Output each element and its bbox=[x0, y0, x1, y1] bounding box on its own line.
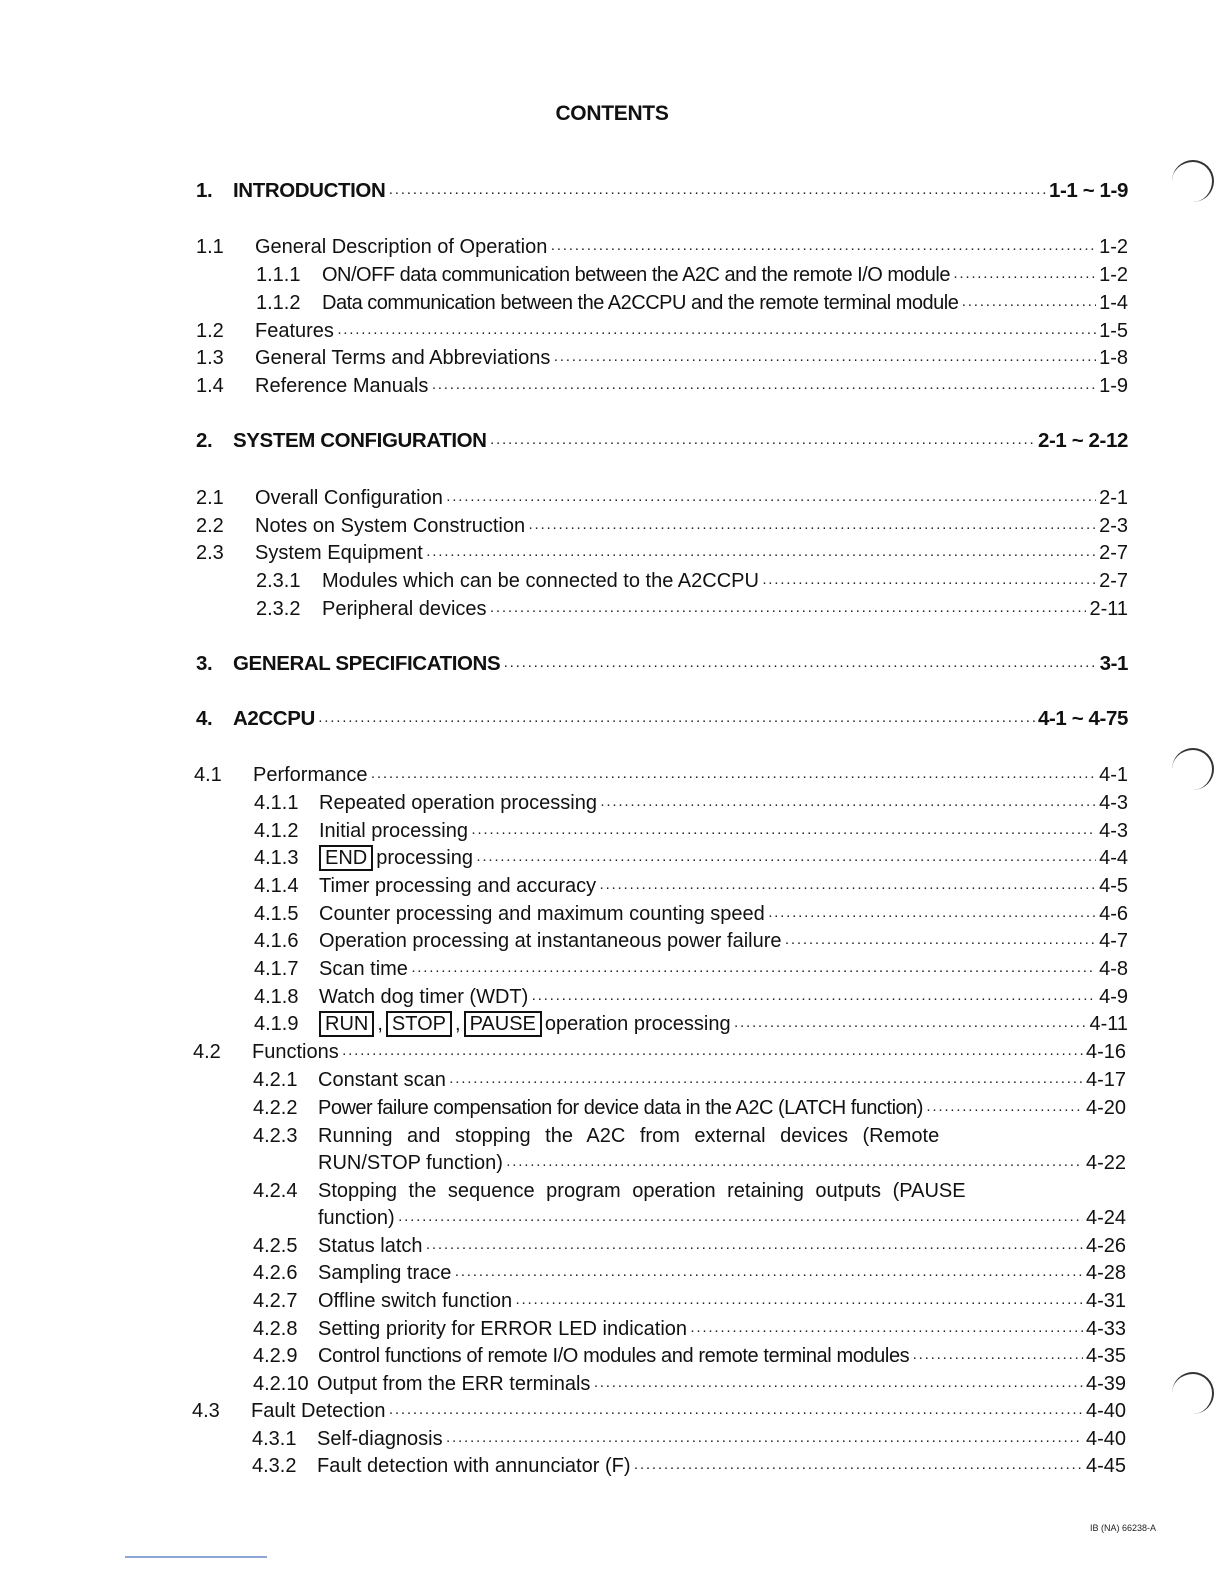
toc-number: 1.3 bbox=[196, 347, 224, 369]
toc-subsection-4-3-1[interactable] bbox=[252, 1426, 1126, 1452]
toc-title: Running and stopping the A2C from external devices (Remote bbox=[318, 1125, 940, 1147]
toc-subsection-4-2-3-cont[interactable] bbox=[318, 1150, 1126, 1176]
toc-subsection-4-3-2[interactable] bbox=[252, 1453, 1126, 1479]
toc-title bbox=[319, 845, 473, 871]
separator-comma: , bbox=[377, 1013, 383, 1035]
toc-number: 4.1.7 bbox=[254, 958, 299, 980]
toc-number: 2.3.2 bbox=[256, 598, 301, 620]
dot-leader bbox=[634, 1455, 1083, 1481]
toc-chapter-4[interactable] bbox=[196, 706, 1128, 732]
dot-leader bbox=[371, 764, 1097, 790]
toc-title: SYSTEM CONFIGURATION bbox=[233, 429, 487, 452]
dot-leader bbox=[389, 1400, 1083, 1426]
toc-number: 4.2.4 bbox=[253, 1180, 298, 1202]
toc-title: Timer processing and accuracy bbox=[319, 875, 597, 897]
toc-subsection-4-2-9[interactable] bbox=[253, 1343, 1126, 1369]
toc-page: 1-4 bbox=[1099, 292, 1128, 314]
toc-page: 4-28 bbox=[1085, 1262, 1126, 1284]
dot-leader bbox=[446, 487, 1096, 513]
dot-leader bbox=[553, 347, 1096, 373]
toc-subsection-4-2-8[interactable] bbox=[253, 1316, 1126, 1342]
toc-number: 4.1.5 bbox=[254, 903, 299, 925]
toc-title: Overall Configuration bbox=[255, 487, 443, 509]
toc-page: 1-2 bbox=[1099, 236, 1128, 258]
dot-leader bbox=[337, 320, 1096, 346]
toc-number: 4.1.2 bbox=[254, 820, 299, 842]
dot-leader bbox=[426, 1235, 1083, 1261]
toc-number: 2.3 bbox=[196, 542, 224, 564]
dot-leader bbox=[912, 1345, 1083, 1371]
toc-page: 1-9 bbox=[1099, 375, 1128, 397]
dot-leader bbox=[342, 1041, 1083, 1067]
toc-page: 4-31 bbox=[1085, 1290, 1126, 1312]
dot-leader bbox=[398, 1207, 1083, 1233]
dot-leader bbox=[431, 375, 1096, 401]
toc-number: 4. bbox=[196, 707, 213, 730]
toc-number: 1.4 bbox=[196, 375, 224, 397]
toc-title: Power failure compensation for device data in the A2C (LATCH function) bbox=[318, 1097, 923, 1119]
dot-leader bbox=[599, 875, 1096, 901]
toc-title: Sampling trace bbox=[318, 1262, 452, 1284]
toc-number: 1. bbox=[196, 179, 213, 202]
toc-title: INTRODUCTION bbox=[233, 179, 386, 202]
toc-subsection-4-1-8[interactable] bbox=[254, 984, 1128, 1010]
toc-page: 4-8 bbox=[1099, 958, 1128, 980]
dot-leader bbox=[531, 986, 1096, 1012]
toc-title: Features bbox=[255, 320, 334, 342]
dot-leader bbox=[600, 792, 1096, 818]
toc-subsection-4-2-5[interactable] bbox=[253, 1233, 1126, 1259]
toc-title: Control functions of remote I/O modules and remote terminal modules bbox=[318, 1345, 910, 1367]
toc-title: Data communication between the A2CCPU and the remote terminal module bbox=[322, 292, 959, 314]
dot-leader bbox=[471, 820, 1096, 846]
toc-page: 4-40 bbox=[1085, 1428, 1126, 1450]
toc-subsection-4-1-1[interactable] bbox=[254, 790, 1128, 816]
dot-leader bbox=[503, 653, 1096, 679]
toc-title: System Equipment bbox=[255, 542, 423, 564]
toc-page: 2-11 bbox=[1089, 598, 1128, 620]
footer-rule bbox=[125, 1556, 267, 1558]
toc-page: 4-40 bbox=[1085, 1400, 1126, 1422]
toc-number: 4.1 bbox=[194, 764, 222, 786]
toc-title: Constant scan bbox=[318, 1069, 446, 1091]
toc-subsection-2-3-1[interactable] bbox=[256, 568, 1128, 594]
dot-leader bbox=[953, 264, 1096, 290]
toc-page: 4-20 bbox=[1085, 1097, 1126, 1119]
toc-title: Watch dog timer (WDT) bbox=[319, 986, 529, 1008]
toc-subsection-4-2-1[interactable] bbox=[253, 1067, 1126, 1093]
toc-number: 2.1 bbox=[196, 487, 224, 509]
toc-title: Fault detection with annunciator (F) bbox=[317, 1455, 631, 1477]
toc-section-1-4[interactable] bbox=[196, 373, 1128, 399]
toc-number: 2.2 bbox=[196, 515, 224, 537]
toc-number: 4.1.4 bbox=[254, 875, 299, 897]
toc-subsection-4-2-4[interactable] bbox=[253, 1178, 1126, 1204]
toc-title bbox=[319, 1011, 731, 1037]
toc-number: 2. bbox=[196, 429, 213, 452]
toc-title: Modules which can be connected to the A2CCPU bbox=[322, 570, 759, 592]
toc-title-text: processing bbox=[376, 847, 473, 869]
toc-title: Stopping the sequence program operation retaining outputs (PAUSE bbox=[318, 1180, 966, 1202]
toc-title: Reference Manuals bbox=[255, 375, 429, 397]
toc-section-1-3[interactable] bbox=[196, 345, 1128, 371]
toc-title: Offline switch function bbox=[318, 1290, 513, 1312]
toc-title: General Description of Operation bbox=[255, 236, 548, 258]
toc-page: 4-35 bbox=[1085, 1345, 1126, 1367]
toc-page: 4-5 bbox=[1099, 875, 1128, 897]
toc-page: 4-1 ~ 4-75 bbox=[1037, 707, 1128, 730]
toc-page: 1-2 bbox=[1099, 264, 1128, 286]
dot-leader bbox=[690, 1318, 1083, 1344]
toc-section-1-1[interactable] bbox=[196, 234, 1128, 260]
toc-number: 4.3 bbox=[192, 1400, 220, 1422]
toc-subsection-4-1-7[interactable] bbox=[254, 956, 1128, 982]
toc-page: 1-8 bbox=[1099, 347, 1128, 369]
toc-title: Scan time bbox=[319, 958, 408, 980]
toc-page: 4-26 bbox=[1085, 1235, 1126, 1257]
toc-subsection-1-1-1[interactable] bbox=[256, 262, 1128, 288]
toc-subsection-2-3-2[interactable] bbox=[256, 596, 1128, 622]
dot-leader bbox=[490, 430, 1035, 456]
dot-leader bbox=[762, 570, 1096, 596]
dot-leader bbox=[593, 1373, 1083, 1399]
toc-subsection-4-1-5[interactable] bbox=[254, 901, 1128, 927]
toc-title-continued: function) bbox=[318, 1207, 395, 1229]
binder-hole-mark bbox=[1172, 160, 1214, 202]
toc-page: 2-3 bbox=[1099, 515, 1128, 537]
toc-subsection-4-2-3[interactable] bbox=[253, 1123, 1126, 1149]
toc-page: 4-11 bbox=[1089, 1013, 1128, 1035]
boxed-key-end: END bbox=[319, 845, 373, 871]
dot-leader bbox=[490, 598, 1087, 624]
toc-page: 4-4 bbox=[1099, 847, 1128, 869]
toc-title: Functions bbox=[252, 1041, 339, 1063]
dot-leader bbox=[454, 1262, 1083, 1288]
toc-number: 4.2 bbox=[193, 1041, 221, 1063]
toc-page: 4-1 bbox=[1099, 764, 1128, 786]
toc-number: 4.1.6 bbox=[254, 930, 299, 952]
toc-title: Initial processing bbox=[319, 820, 468, 842]
toc-section-2-1[interactable] bbox=[196, 485, 1128, 511]
toc-section-2-3[interactable] bbox=[196, 540, 1128, 566]
toc-page: 4-33 bbox=[1085, 1318, 1126, 1340]
dot-leader bbox=[961, 292, 1096, 318]
toc-title: Status latch bbox=[318, 1235, 423, 1257]
toc-page: 1-1 ~ 1-9 bbox=[1048, 179, 1128, 202]
dot-leader bbox=[785, 930, 1097, 956]
toc-chapter-1[interactable] bbox=[196, 178, 1128, 204]
dot-leader bbox=[449, 1069, 1083, 1095]
toc-number: 4.2.6 bbox=[253, 1262, 298, 1284]
toc-page: 2-7 bbox=[1099, 542, 1128, 564]
toc-number: 1.1 bbox=[196, 236, 224, 258]
toc-subsection-4-1-9[interactable] bbox=[254, 1011, 1128, 1037]
toc-number: 1.1.1 bbox=[256, 264, 301, 286]
toc-number: 4.1.9 bbox=[254, 1013, 299, 1035]
toc-title: Setting priority for ERROR LED indication bbox=[318, 1318, 688, 1340]
toc-page: 4-16 bbox=[1085, 1041, 1126, 1063]
toc-section-2-2[interactable] bbox=[196, 513, 1128, 539]
toc-title: A2CCPU bbox=[233, 707, 315, 730]
toc-subsection-4-1-2[interactable] bbox=[254, 818, 1128, 844]
document-code: IB (NA) 66238-A bbox=[1090, 1523, 1157, 1533]
toc-title: GENERAL SPECIFICATIONS bbox=[233, 652, 501, 675]
toc-number: 4.2.5 bbox=[253, 1235, 298, 1257]
dot-leader bbox=[528, 515, 1096, 541]
dot-leader bbox=[768, 903, 1096, 929]
dot-leader bbox=[318, 708, 1035, 734]
toc-section-4-3[interactable] bbox=[192, 1398, 1126, 1424]
toc-page: 2-1 ~ 2-12 bbox=[1037, 429, 1128, 452]
toc-subsection-4-1-6[interactable] bbox=[254, 928, 1128, 954]
toc-page: 4-3 bbox=[1099, 792, 1128, 814]
toc-page: 4-45 bbox=[1085, 1455, 1126, 1477]
toc-number: 2.3.1 bbox=[256, 570, 301, 592]
toc-subsection-4-2-2[interactable] bbox=[253, 1095, 1126, 1121]
toc-title: Counter processing and maximum counting speed bbox=[319, 903, 765, 925]
dot-leader bbox=[550, 236, 1096, 262]
dot-leader bbox=[926, 1097, 1083, 1123]
toc-title: Fault Detection bbox=[251, 1400, 386, 1422]
toc-subsection-4-1-3[interactable] bbox=[254, 845, 1128, 871]
toc-number: 4.2.9 bbox=[253, 1345, 298, 1367]
page-title: CONTENTS bbox=[555, 102, 669, 125]
toc-number: 4.2.3 bbox=[253, 1125, 298, 1147]
toc-subsection-1-1-2[interactable] bbox=[256, 290, 1128, 316]
toc-section-4-1[interactable] bbox=[194, 762, 1128, 788]
toc-number: 4.1.8 bbox=[254, 986, 299, 1008]
toc-subsection-4-2-4-cont[interactable] bbox=[318, 1205, 1126, 1231]
toc-number: 4.2.2 bbox=[253, 1097, 298, 1119]
toc-number: 1.2 bbox=[196, 320, 224, 342]
toc-number: 4.2.7 bbox=[253, 1290, 298, 1312]
toc-page: 2-1 bbox=[1099, 487, 1128, 509]
boxed-key-run: RUN bbox=[319, 1011, 374, 1037]
toc-title: Operation processing at instantaneous power failure bbox=[319, 930, 782, 952]
toc-number: 4.3.2 bbox=[252, 1455, 297, 1477]
toc-number: 4.2.1 bbox=[253, 1069, 298, 1091]
dot-leader bbox=[476, 847, 1096, 873]
toc-page: 4-9 bbox=[1099, 986, 1128, 1008]
toc-chapter-2[interactable] bbox=[196, 428, 1128, 454]
toc-number: 3. bbox=[196, 652, 213, 675]
toc-number: 4.3.1 bbox=[252, 1428, 297, 1450]
toc-subsection-4-1-4[interactable] bbox=[254, 873, 1128, 899]
separator-comma: , bbox=[455, 1013, 461, 1035]
toc-number: 1.1.2 bbox=[256, 292, 301, 314]
toc-page: 4-3 bbox=[1099, 820, 1128, 842]
toc-title-text: operation processing bbox=[544, 1013, 731, 1035]
binder-hole-mark bbox=[1172, 1372, 1214, 1414]
toc-title: Output from the ERR terminals bbox=[317, 1373, 591, 1395]
toc-section-4-2[interactable] bbox=[193, 1039, 1126, 1065]
toc-title: Self-diagnosis bbox=[317, 1428, 443, 1450]
toc-page: 4-17 bbox=[1085, 1069, 1126, 1091]
toc-subsection-4-2-10[interactable] bbox=[253, 1371, 1126, 1397]
toc-title: Peripheral devices bbox=[322, 598, 487, 620]
toc-title: Performance bbox=[253, 764, 368, 786]
toc-subsection-4-2-7[interactable] bbox=[253, 1288, 1126, 1314]
toc-page: 4-7 bbox=[1099, 930, 1128, 952]
dot-leader bbox=[446, 1428, 1083, 1454]
toc-number: 4.2.8 bbox=[253, 1318, 298, 1340]
toc-page: 4-6 bbox=[1099, 903, 1128, 925]
toc-page: 4-39 bbox=[1085, 1373, 1126, 1395]
toc-chapter-3[interactable] bbox=[196, 651, 1128, 677]
toc-page: 4-24 bbox=[1085, 1207, 1126, 1229]
dot-leader bbox=[506, 1152, 1083, 1178]
boxed-key-stop: STOP bbox=[386, 1011, 452, 1037]
toc-page: 1-5 bbox=[1099, 320, 1128, 342]
dot-leader bbox=[411, 958, 1096, 984]
toc-number: 4.1.3 bbox=[254, 847, 299, 869]
toc-title: Notes on System Construction bbox=[255, 515, 526, 537]
dot-leader bbox=[734, 1013, 1087, 1039]
toc-number: 4.2.10 bbox=[253, 1373, 309, 1395]
dot-leader bbox=[388, 180, 1046, 206]
toc-title: Repeated operation processing bbox=[319, 792, 597, 814]
toc-page: 2-7 bbox=[1099, 570, 1128, 592]
toc-title: General Terms and Abbreviations bbox=[255, 347, 551, 369]
boxed-key-pause: PAUSE bbox=[464, 1011, 542, 1037]
dot-leader bbox=[426, 542, 1096, 568]
dot-leader bbox=[515, 1290, 1083, 1316]
toc-section-1-2[interactable] bbox=[196, 318, 1128, 344]
binder-hole-mark bbox=[1172, 748, 1214, 790]
toc-title-continued: RUN/STOP function) bbox=[318, 1152, 503, 1174]
toc-subsection-4-2-6[interactable] bbox=[253, 1260, 1126, 1286]
toc-title: ON/OFF data communication between the A2C and the remote I/O module bbox=[322, 264, 950, 286]
toc-page: 4-22 bbox=[1085, 1152, 1126, 1174]
toc-page: 3-1 bbox=[1099, 652, 1128, 675]
toc-number: 4.1.1 bbox=[254, 792, 299, 814]
